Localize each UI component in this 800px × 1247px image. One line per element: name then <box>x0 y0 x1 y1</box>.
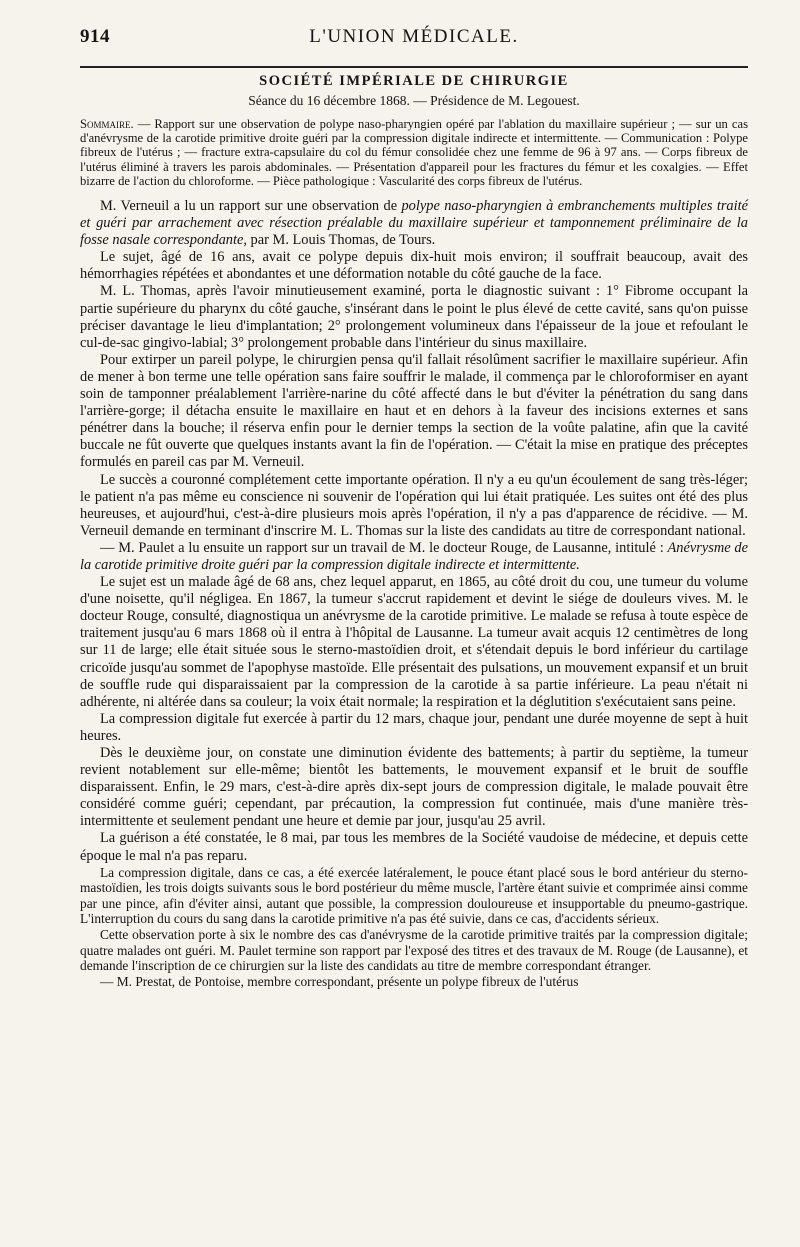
section-title: SOCIÉTÉ IMPÉRIALE DE CHIRURGIE <box>259 73 569 89</box>
paragraph-technique: La compression digitale, dans ce cas, a été exercée latéralement, le pouce étant placé sous le bord antérieur du sterno-mastoïdien, les trois doigts suivants sous le bord postérieur du même muscle, l'artère étant suivie et comprimée ainsi comme par une pince, afin d'éviter ainsi, autant que possible, la compression douloureuse et insupportable du pneumo-gastrique. L'interruption du cours du sang dans la carotide primitive n'a pas été suivie, dans ce cas, d'accidents sérieux. <box>80 864 748 927</box>
paragraph-diagnostic: M. L. Thomas, après l'avoir minutieusement examiné, porta le diagnostic suivant : 1° Fibrome occupant la partie supérieure du pharynx du côté gauche, s'insérant dans le point le plus élevé de cette cavité, sans qu'on puisse préciser davantage le lieu d'implantation; 2° prolongement volumineux dans l'épaisseur de la joue et refoulant le cul-de-sac gingivo-labial; 3° prolongement probable dans l'intérieur du sinus maxillaire. <box>80 283 748 351</box>
summary <box>80 117 748 188</box>
session-line: Séance du 16 décembre 1868. — Présidence de M. Legouest. <box>248 93 580 108</box>
paragraph-sujet: Le sujet, âgé de 16 ans, avait ce polype depuis dix-huit mois environ; il souffrait beaucoup, avait des hémorrhagies répétées et abondantes et une déformation notable du côté gauche de la face. <box>80 249 748 283</box>
p6-title: Anévrysme de la carotide primitive droite guéri par la compression digitale indirecte et intermittente. <box>80 539 749 573</box>
p6-text: — M. Paulet a lu ensuite un rapport sur un travail de M. le docteur Rouge, de Lausanne, intitulé : <box>100 539 668 556</box>
summary-label: Sommaire. <box>80 117 134 131</box>
p1-text-a: M. Verneuil a lu un rapport sur une observation de <box>100 198 402 215</box>
paragraph-malade: Le sujet est un malade âgé de 68 ans, chez lequel apparut, en 1865, au côté droit du cou, une tumeur du volume d'une noisette, qu'il négligea. En 1867, la tumeur s'accrut rapidement et devint le siége de douleurs vives. M. le docteur Rouge, consulté, diagnostiqua un anévrysme de la carotide primitive. Le malade se refusa à toute espèce de traitement jusqu'au 6 mars 1868 où il entra à l'hôpital de Lausanne. La tumeur avait acquis 12 centimètres de long sur 11 de large; elle était située sous le sterno-mastoïdien droit, et s'étendait depuis le bord inférieur du cartilage cricoïde jusqu'au sommet de l'apophyse mastoïde. Elle présentait des pulsations, un mouvement expansif et un bruit de souffle rude qui disparaissaient par la compression de la carotide à sa partie inférieure. La peau n'était ni adhérente, ni altérée dans sa couleur; la voix était normale; la respiration et la déglutition s'exécutaient sans peine. <box>80 574 748 710</box>
running-head <box>80 26 748 62</box>
paragraph-conclusion: Cette observation porte à six le nombre des cas d'anévrysme de la carotide primitive traités par la compression digitale; quatre malades ont guéri. M. Paulet termine son rapport par l'exposé des titres et des travaux de M. Rouge (de Lausanne), et demande l'inscription de ce chirurgien sur la liste des candidats au titre de membre correspondant étranger. <box>80 927 748 974</box>
paragraph-prestat: — M. Prestat, de Pontoise, membre correspondant, présente un polype fibreux de l'utérus <box>100 973 579 989</box>
header-rule <box>80 66 748 68</box>
paragraph-operation: Pour extirper un pareil polype, le chirurgien pensa qu'il fallait résolûment sacrifier le maxillaire supérieur. Afin de mener à bon terme une telle opération sans faire souffrir le malade, il commença par le chloroformiser en ayant soin de tamponner préalablement l'arrière-narine du côté affecté dans le but d'éviter la pénétration du sang dans l'arrière-gorge; il détacha ensuite le maxillaire en haut et en dehors à la faveur des incisions externes et sans pénétrer dans la bouche; il réserva enfin pour le dernier temps la section de la voûte palatine, afin que la cavité buccale ne fût ouverte que quelques instants avant la fin de l'opération. — C'était la mise en pratique des préceptes formulés en pareil cas par M. Verneuil. <box>80 351 748 471</box>
paragraph-evolution: Dès le deuxième jour, on constate une diminution évidente des battements; à partir du septième, la tumeur revient notablement sur elle-même; bientôt les battements, le mouvement expansif et le bruit de souffle disparaissent. Enfin, le 29 mars, c'est-à-dire après dix-sept jours de compression digitale, le malade pouvait être considéré comme guéri; cependant, par précaution, la compression fut continuée, mais d'une manière très-intermittente et seulement pendant une heure et demie par jour, jusqu'au 25 avril. <box>80 745 748 830</box>
p1-title: polype naso-pharyngien à embranchements multiples traité et guéri par arrachement avec résection préalable du maxillaire supérieur et tamponnement préliminaire de la fosse nasale correspondante, <box>80 198 748 249</box>
paragraph-succes: Le succès a couronné complétement cette importante opération. Il n'y a eu qu'un écoulement de sang très-léger; le patient n'a pas même eu conscience ni souvenir de l'opération qui lui était pratiquée. Les suites ont été des plus heureuses, et aujourd'hui, c'est-à-dire plusieurs mois après l'opération, il n'y a pas d'apparence de récidive. — M. Verneuil demande en terminant d'inscrire M. L. Thomas sur la liste des candidats au titre de correspondant national. <box>80 471 748 539</box>
article-body <box>80 198 748 989</box>
page-number: 914 <box>80 26 110 47</box>
journal-title: L'UNION MÉDICALE. <box>309 26 519 47</box>
paragraph-guerison: La guérison a été constatée, le 8 mai, par tous les membres de la Société vaudoise de médecine, et depuis cette époque le mal n'a pas reparu. <box>80 830 748 864</box>
paragraph-verneuil <box>80 198 748 249</box>
p1-text-b: par M. Louis Thomas, de Tours. <box>246 232 436 249</box>
paragraph-paulet <box>80 540 748 574</box>
summary-text: — Rapport sur une observation de polype naso-pharyngien opéré par l'ablation du maxillaire supérieur ; — sur un cas d'anévrysme de la carotide primitive droite guéri par la compression digitale indirecte et intermittente. — Communication : Polype fibreux de l'utérus ; — fracture extra-capsulaire du col du fémur consolidée chez une femme de 96 à 97 ans. — Corps fibreux de l'utérus éliminé à travers les parois abdominales. — Présentation d'appareil pour les fractures du fémur et les coxalgies. — Effet bizarre de l'action du chloroforme. — Pièce pathologique : Vascularité des corps fibreux de l'utérus. <box>80 117 748 188</box>
paragraph-compression: La compression digitale fut exercée à partir du 12 mars, chaque jour, pendant une durée moyenne de sept à huit heures. <box>80 710 748 744</box>
